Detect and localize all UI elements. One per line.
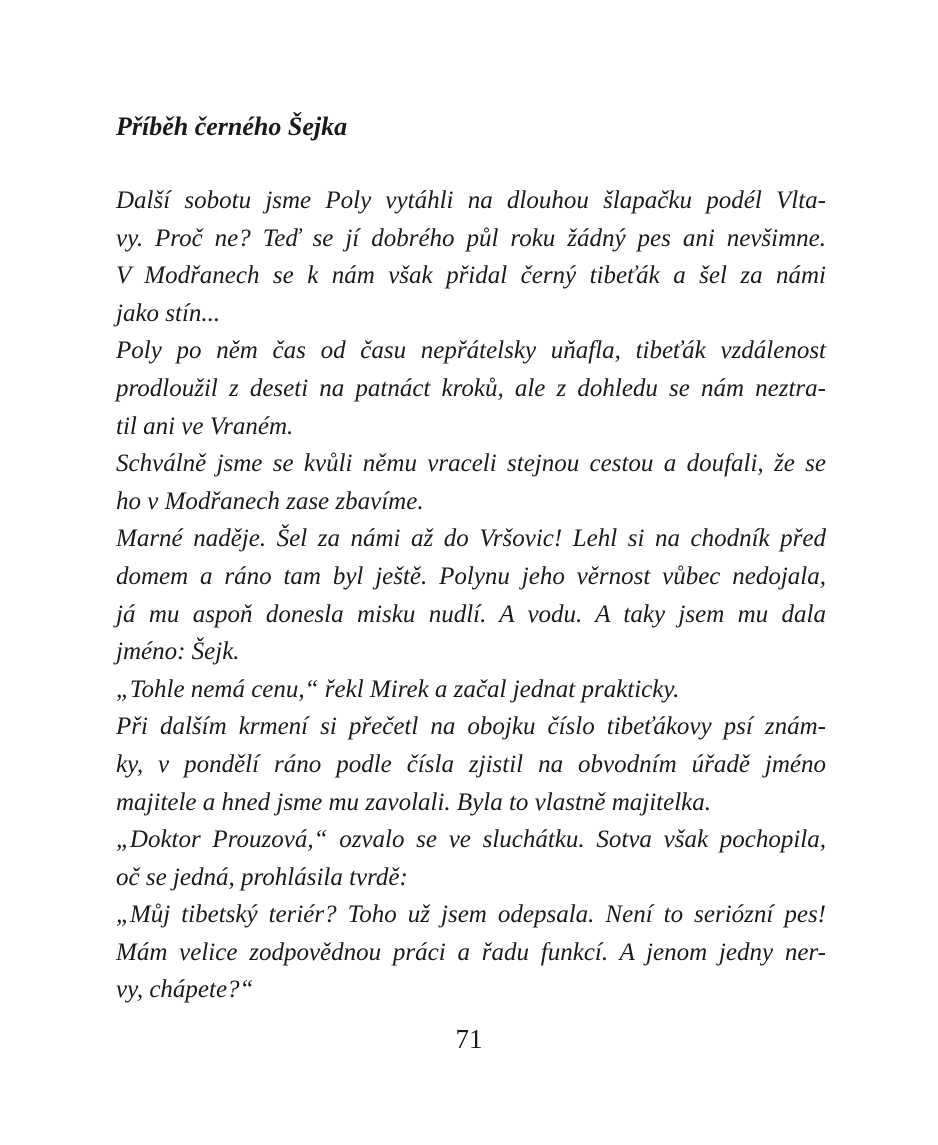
text-line: majitele a hned jsme mu zavolali. Byla to vlastně majitelka. xyxy=(116,788,712,816)
text-line: Mám velice zodpovědnou práci a řadu funkcí. A jenom jedny ner- xyxy=(116,938,826,966)
text-line: vy, chápete?“ xyxy=(116,976,254,1004)
text-line: jméno: Šejk. xyxy=(116,638,240,666)
text-line: já mu aspoň donesla misku nudlí. A vodu. A taky jsem mu dala xyxy=(116,600,826,628)
text-line: „Doktor Prouzová,“ ozvalo se ve sluchátku. Sotva však pochopila, xyxy=(116,826,826,854)
text-line: til ani ve Vraném. xyxy=(116,412,294,440)
text-line: V Modřanech se k nám však přidal černý tibeťák a šel za námi xyxy=(116,262,826,290)
body-text xyxy=(116,182,826,1009)
page-number: 71 xyxy=(455,1024,483,1054)
text-line: Při dalším krmení si přečetl na obojku číslo tibeťákovy psí znám- xyxy=(116,713,826,741)
chapter-title: Příběh černého Šejka xyxy=(116,112,348,141)
text-line: ho v Modřanech zase zbavíme. xyxy=(116,487,424,515)
text-line: ky, v pondělí ráno podle čísla zjistil na obvodním úřadě jméno xyxy=(116,750,826,778)
text-line: domem a ráno tam byl ještě. Polynu jeho věrnost vůbec nedojala, xyxy=(116,562,826,590)
text-line: jako stín... xyxy=(116,299,221,327)
text-line: „Tohle nemá cenu,“ řekl Mirek a začal jednat prakticky. xyxy=(116,675,680,703)
text-line: „Můj tibetský teriér? Toho už jsem odepsala. Není to seriózní pes! xyxy=(116,901,826,929)
text-line: prodloužil z deseti na patnáct kroků, ale z dohledu se nám neztra- xyxy=(116,374,826,402)
text-line: oč se jedná, prohlásila tvrdě: xyxy=(116,863,408,891)
text-line: Další sobotu jsme Poly vytáhli na dlouhou šlapačku podél Vlta- xyxy=(116,187,826,214)
text-line: vy. Proč ne? Teď se jí dobrého půl roku žádný pes ani nevšimne. xyxy=(116,224,826,252)
text-line: Poly po něm čas od času nepřátelsky uňafla, tibeťák vzdálenost xyxy=(116,337,826,365)
text-line: Marné naděje. Šel za námi až do Vršovic! Lehl si na chodník před xyxy=(116,525,826,553)
text-line: Schválně jsme se kvůli němu vraceli stejnou cestou a doufali, že se xyxy=(116,450,826,478)
